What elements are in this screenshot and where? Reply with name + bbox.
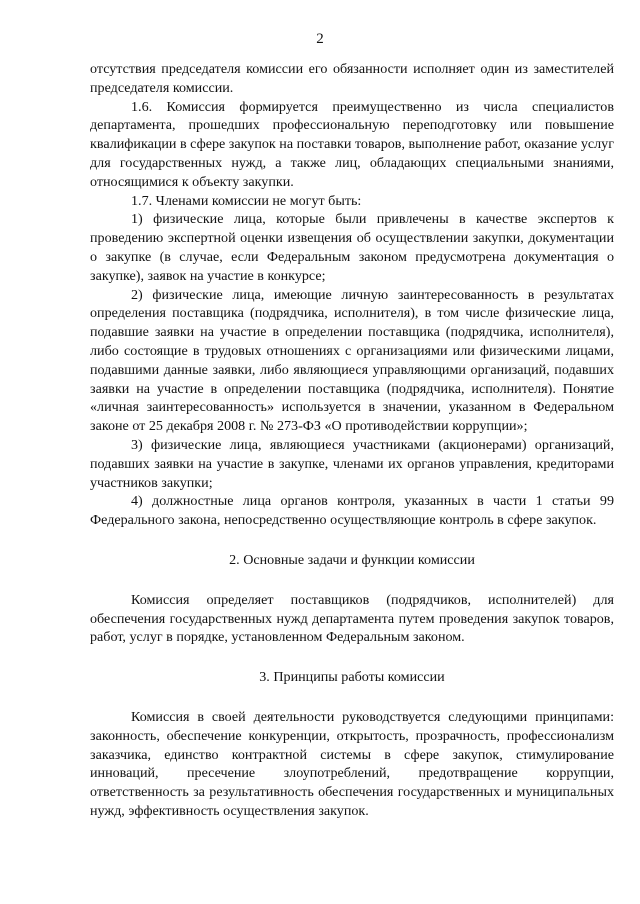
list-item-3: 3) физические лица, являющиеся участниками (акционерами) организаций, подавших заявки на участие в закупке, членами их органов управления, кредиторами участников закупки; <box>90 436 614 491</box>
paragraph-1-6: 1.6. Комиссия формируется преимущественно из числа специалистов департамента, прошедших профессиональную переподготовку или повышение квалификации в сфере закупок на поставки товаров, выполнение работ, оказание услуг для государственных нужд, а также лиц, обладающих специальными знаниями, относящимися к объекту закупки. <box>90 98 614 190</box>
document-body <box>90 60 614 821</box>
section-heading-2: 2. Основные задачи и функции комиссии <box>229 551 475 568</box>
paragraph-1-7: 1.7. Членами комиссии не могут быть: <box>131 192 362 209</box>
list-item-2: 2) физические лица, имеющие личную заинтересованность в результатах определения поставщика (подрядчика, исполнителя), в том числе физические лица, подавшие заявки на участие в определении поставщика (подрядчика, исполнителя), либо состоящие в трудовых отношениях с организациями или физическими лицами, подавшими данные заявки, либо являющиеся управляющими организаций, подавших заявки на участие в определении поставщика (подрядчика, исполнителя). Понятие «личная заинтересованность» используется в значении, указанном в Федеральном законе от 25 декабря 2008 г. № 273-ФЗ «О противодействии коррупции»; <box>90 286 614 435</box>
paragraph-section-3: Комиссия в своей деятельности руководствуется следующими принципами: законность, обеспечение конкуренции, открытость, прозрачность, профессионализм заказчика, единство контрактной системы в сфере закупок, стимулирование инноваций, пресечение злоупотреблений, предотвращение коррупции, ответственность за результативность обеспечения государственных и муниципальных нужд, эффективность осуществления закупок. <box>90 708 614 819</box>
paragraph-section-2: Комиссия определяет поставщиков (подрядчиков, исполнителей) для обеспечения государственных нужд департамента путем проведения закупок товаров, работ, услуг в порядке, установленном Федеральным законом. <box>90 591 614 646</box>
list-item-1: 1) физические лица, которые были привлечены в качестве экспертов к проведению экспертной оценки извещения об осуществлении закупки, документации о закупке (в случае, если Федеральным законом предусмотрена документация о закупке), заявок на участие в конкурсе; <box>90 211 614 284</box>
section-heading-3: 3. Принципы работы комиссии <box>259 669 445 686</box>
page-number: 2 <box>316 31 324 47</box>
paragraph-intro: отсутствия председателя комиссии его обязанности исполняет один из заместителей председателя комиссии. <box>90 61 614 96</box>
list-item-4: 4) должностные лица органов контроля, указанных в части 1 статьи 99 Федерального закона, непосредственно осуществляющие контроль в сфере закупок. <box>90 493 614 529</box>
